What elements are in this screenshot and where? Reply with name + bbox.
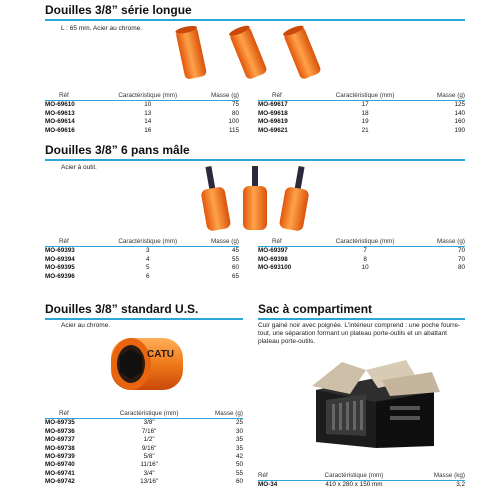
char-cell: 10 xyxy=(361,264,369,272)
mass-cell: 190 xyxy=(454,126,465,134)
mass-cell: 65 xyxy=(231,272,239,280)
table-row xyxy=(45,101,239,110)
ref-cell: MO-69396 xyxy=(45,272,75,280)
col-header-char: Caractéristique (mm) xyxy=(314,238,416,247)
col-header-mass: Masse (g) xyxy=(416,92,465,101)
table-6-pans-left xyxy=(45,238,239,281)
section-rule xyxy=(45,318,243,320)
ref-cell: MO-69613 xyxy=(45,109,75,117)
char-cell: 8 xyxy=(363,255,367,263)
char-cell: 21 xyxy=(361,126,369,134)
char-cell: 7 xyxy=(363,247,367,255)
table-serie-longue-left xyxy=(45,92,239,135)
col-header-char: Caractéristique (mm) xyxy=(101,92,194,101)
table-row xyxy=(45,256,239,264)
col-header-ref: Réf xyxy=(45,92,101,101)
table-6-pans-right xyxy=(258,238,465,273)
char-cell: 19 xyxy=(361,118,369,126)
mass-cell: 25 xyxy=(235,419,243,427)
brand-logo: CATU xyxy=(147,349,175,360)
char-cell: 4 xyxy=(145,255,150,263)
mass-cell: 140 xyxy=(454,109,465,117)
mass-cell: 60 xyxy=(235,478,243,486)
char-cell: 18 xyxy=(361,109,369,117)
mass-cell: 30 xyxy=(235,427,243,435)
ref-cell: MO-69618 xyxy=(258,109,288,117)
ref-cell: MO-693100 xyxy=(258,264,292,272)
long-sockets-image xyxy=(170,22,330,84)
col-header-char: Caractéristique (mm) xyxy=(101,410,197,419)
mass-cell: 55 xyxy=(231,255,239,263)
mass-cell: 115 xyxy=(228,126,239,134)
char-cell: 1/2" xyxy=(143,436,155,444)
table-row xyxy=(258,127,465,135)
table-row xyxy=(258,118,465,126)
section-title-standard-us: Douilles 3/8” standard U.S. xyxy=(45,302,199,316)
char-cell: 17 xyxy=(361,101,369,109)
mass-cell: 80 xyxy=(457,264,465,272)
mass-cell: 70 xyxy=(457,247,465,255)
char-cell: 3 xyxy=(145,247,150,255)
table-row xyxy=(258,247,465,256)
ref-cell: MO-69736 xyxy=(45,427,75,435)
char-cell: 5/8" xyxy=(143,453,155,461)
char-cell: 410 x 280 x 150 mm xyxy=(325,481,383,489)
mass-cell: 100 xyxy=(228,118,239,126)
col-header-char: Caractéristique (mm) xyxy=(101,238,194,247)
hex-bit-sockets-image xyxy=(195,164,315,236)
table-row xyxy=(45,428,243,436)
col-header-mass: Masse (g) xyxy=(416,238,465,247)
mass-cell: 42 xyxy=(235,453,243,461)
section-rule xyxy=(45,19,465,21)
table-row xyxy=(45,478,243,486)
col-header-ref: Réf xyxy=(258,92,314,101)
char-cell: 5 xyxy=(145,264,150,272)
mass-cell: 125 xyxy=(454,101,465,109)
table-serie-longue-right xyxy=(258,92,465,135)
ref-cell: MO-69741 xyxy=(45,469,75,477)
table-row xyxy=(45,110,239,118)
mass-cell: 35 xyxy=(235,436,243,444)
section-title-serie-longue: Douilles 3/8” série longue xyxy=(45,3,192,17)
table-row xyxy=(45,118,239,126)
section-rule xyxy=(45,159,465,161)
table-row xyxy=(45,453,243,461)
col-header-mass: Masse (g) xyxy=(194,238,239,247)
table-row xyxy=(45,461,243,469)
ref-cell: MO-69740 xyxy=(45,461,75,469)
char-cell: 10 xyxy=(144,101,152,109)
col-header-ref: Réf xyxy=(258,238,314,247)
ref-cell: MO-69610 xyxy=(45,101,75,109)
section-title-sac-compartiment: Sac à compartiment xyxy=(258,302,373,316)
char-cell: 3/4" xyxy=(143,469,155,477)
table-row xyxy=(45,127,239,135)
ref-cell: MO-69621 xyxy=(258,126,288,134)
ref-cell: MO-69735 xyxy=(45,419,75,427)
ref-cell: MO-69742 xyxy=(45,478,75,486)
mass-cell: 75 xyxy=(231,101,239,109)
col-header-mass: Masse (g) xyxy=(194,92,239,101)
section-subtitle: L : 65 mm. Acier au chrome. xyxy=(61,25,143,32)
char-cell: 16 xyxy=(144,126,152,134)
section-subtitle: Acier au chrome. xyxy=(61,322,111,329)
ref-cell: MO-69737 xyxy=(45,436,75,444)
col-header-ref: Réf xyxy=(258,472,300,481)
mass-cell: 160 xyxy=(454,118,465,126)
ref-cell: MO-69614 xyxy=(45,118,75,126)
char-cell: 13 xyxy=(144,109,152,117)
char-cell: 6 xyxy=(145,272,150,280)
table-row xyxy=(258,110,465,118)
table-row xyxy=(258,101,465,110)
section-title-6-pans-male: Douilles 3/8” 6 pans mâle xyxy=(45,143,190,157)
table-row xyxy=(45,436,243,444)
mass-cell: 55 xyxy=(235,469,243,477)
char-cell: 9/16" xyxy=(141,444,157,452)
mass-cell: 3,2 xyxy=(456,481,465,489)
mass-cell: 70 xyxy=(457,255,465,263)
table-row xyxy=(258,256,465,264)
bag-description: Cuir gainé noir avec poignée. L'intérieur comprend : une poche fourre-tout, une séparation formant un plateau porte-outils et un abattant plateau porte-outils. xyxy=(258,322,461,345)
col-header-char: Caractéristique (mm) xyxy=(300,472,408,481)
table-row xyxy=(45,247,239,256)
table-row xyxy=(45,419,243,428)
ref-cell: MO-69393 xyxy=(45,247,75,255)
ref-cell: MO-34 xyxy=(258,481,278,489)
mass-cell: 60 xyxy=(231,264,239,272)
table-sac-compartiment xyxy=(258,472,465,490)
col-header-mass: Masse (kg) xyxy=(408,472,465,481)
ref-cell: MO-69739 xyxy=(45,453,75,461)
table-standard-us xyxy=(45,410,243,487)
mass-cell: 50 xyxy=(235,461,243,469)
tool-bag-image xyxy=(306,350,446,460)
mass-cell: 80 xyxy=(231,109,239,117)
table-row xyxy=(45,273,239,281)
us-socket-image xyxy=(105,332,187,398)
table-row xyxy=(45,470,243,478)
table-row xyxy=(258,264,465,272)
col-header-ref: Réf xyxy=(45,410,101,419)
char-cell: 11/16" xyxy=(140,461,158,469)
ref-cell: MO-69397 xyxy=(258,247,288,255)
mass-cell: 45 xyxy=(231,247,239,255)
ref-cell: MO-69617 xyxy=(258,101,288,109)
table-row xyxy=(258,481,465,490)
table-row xyxy=(45,445,243,453)
section-subtitle: Acier à outil. xyxy=(61,164,97,171)
char-cell: 7/16" xyxy=(141,427,157,435)
col-header-char: Caractéristique (mm) xyxy=(314,92,416,101)
col-header-mass: Masse (g) xyxy=(197,410,243,419)
ref-cell: MO-69398 xyxy=(258,255,288,263)
table-row xyxy=(45,264,239,272)
section-rule xyxy=(258,318,465,320)
char-cell: 13/16" xyxy=(140,478,159,486)
ref-cell: MO-69395 xyxy=(45,264,75,272)
ref-cell: MO-69616 xyxy=(45,126,75,134)
char-cell: 14 xyxy=(144,118,152,126)
ref-cell: MO-69738 xyxy=(45,444,75,452)
ref-cell: MO-69394 xyxy=(45,255,75,263)
mass-cell: 35 xyxy=(235,444,243,452)
char-cell: 3/8" xyxy=(143,419,155,427)
col-header-ref: Réf xyxy=(45,238,101,247)
ref-cell: MO-69619 xyxy=(258,118,288,126)
